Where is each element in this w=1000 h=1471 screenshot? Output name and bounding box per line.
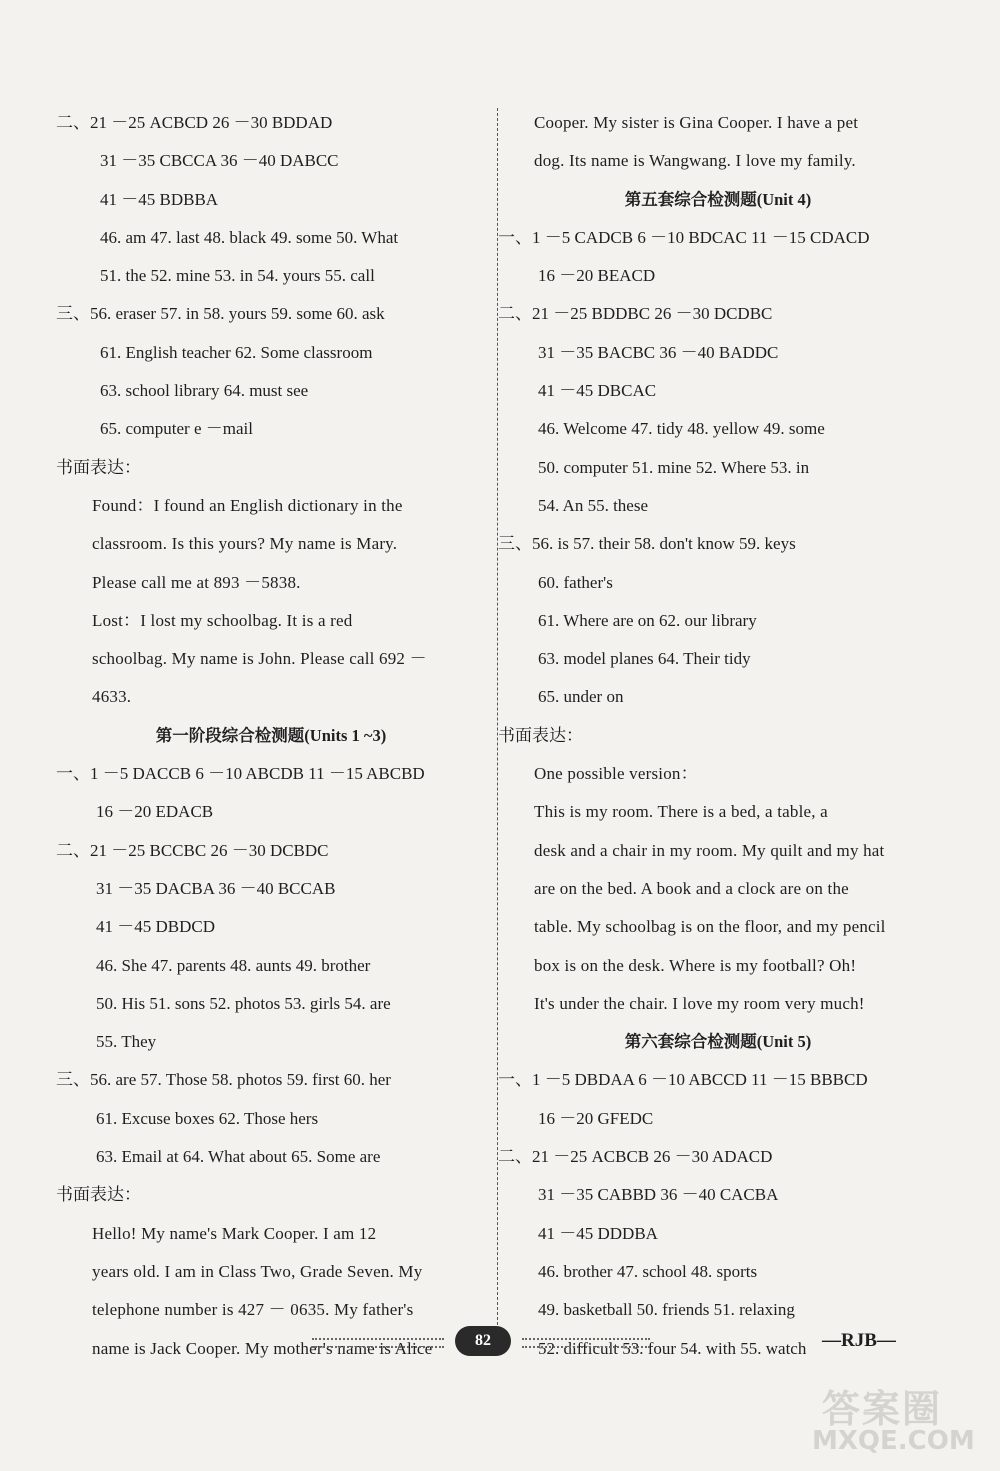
footer-ornament-left [312, 1338, 444, 1348]
page-number: 82 [455, 1326, 511, 1356]
left-answer-line: 三、56. eraser 57. in 58. yours 59. some 60. ask [56, 304, 385, 324]
right-answer-line: 二、21 －25 BDDBC 26 －30 DCDBC [498, 304, 773, 324]
left-answer-line: 一、1 －5 DACCB 6 －10 ABCDB 11 －15 ABCBD [56, 764, 425, 784]
left-column [56, 104, 486, 1368]
right-answer-line: 41 －45 DBCAC [538, 381, 657, 401]
left-answer-line: 63. school library 64. must see [100, 381, 309, 401]
left-answer-line: 31 －35 DACBA 36 －40 BCCAB [96, 878, 336, 898]
left-answer-line: 46. She 47. parents 48. aunts 49. brother [96, 955, 371, 975]
right-answer-line: 16 －20 BEACD [538, 266, 656, 286]
right-answer-line: 一、1 －5 DBDAA 6 －10 ABCCD 11 －15 BBBCD [498, 1070, 868, 1090]
watermark-text-top: 答案圈 [822, 1387, 943, 1431]
left-answer-line: 50. His 51. sons 52. photos 53. girls 54. are [96, 993, 391, 1013]
right-answer-line: 46. Welcome 47. tidy 48. yellow 49. some [538, 419, 825, 439]
left-answer-line: 55. They [96, 1032, 157, 1052]
right-answer-line: 31 －35 BACBC 36 －40 BADDC [538, 342, 779, 362]
right-answer-line: 50. computer 51. mine 52. Where 53. in [538, 457, 810, 477]
right-answer-line: 60. father's [538, 572, 613, 592]
left-answer-line: 4633. [92, 687, 132, 707]
right-column [498, 104, 938, 1368]
right-answer-line: This is my room. There is a bed, a table, a [534, 802, 828, 822]
right-answer-line: 一、1 －5 CADCB 6 －10 BDCAC 11 －15 CDACD [498, 227, 870, 247]
right-answer-line: 61. Where are on 62. our library [538, 610, 757, 630]
left-answer-line: telephone number is 427 － 0635. My father's [92, 1300, 414, 1320]
right-answer-line: 63. model planes 64. Their tidy [538, 649, 751, 669]
right-answer-line: 65. under on [538, 687, 624, 707]
right-answer-line: box is on the desk. Where is my football? Oh! [534, 955, 857, 975]
right-answer-line: 第五套综合检测题(Unit 4) [624, 189, 812, 209]
series-label: —RJB— [822, 1330, 896, 1351]
right-answer-line: 三、56. is 57. their 58. don't know 59. keys [498, 534, 796, 554]
left-answer-line: classroom. Is this yours? My name is Mary. [92, 534, 398, 554]
right-answer-line: 52. difficult 53. four 54. with 55. watch [538, 1338, 807, 1358]
left-answer-line: Found：I found an English dictionary in the [92, 495, 403, 515]
left-answer-line: 61. English teacher 62. Some classroom [100, 342, 373, 362]
right-answer-line: 54. An 55. these [538, 495, 649, 515]
left-answer-line: 65. computer e －mail [100, 419, 253, 439]
left-answer-line: 46. am 47. last 48. black 49. some 50. What [100, 227, 399, 247]
right-answer-line: are on the bed. A book and a clock are on the [534, 878, 849, 898]
left-answer-line: 二、21 －25 ACBCD 26 －30 BDDAD [56, 113, 333, 132]
right-answer-line: dog. Its name is Wangwang. I love my family. [534, 151, 856, 171]
right-answer-line: table. My schoolbag is on the floor, and my pencil [534, 917, 886, 937]
right-answer-line: 41 －45 DDDBA [538, 1223, 658, 1243]
right-answer-line: 46. brother 47. school 48. sports [538, 1261, 758, 1281]
right-answer-line: 第六套综合检测题(Unit 5) [624, 1032, 812, 1052]
right-answer-line: desk and a chair in my room. My quilt and my hat [534, 840, 885, 860]
left-answer-line: 31 －35 CBCCA 36 －40 DABCC [100, 151, 339, 171]
left-answer-line: Hello! My name's Mark Cooper. I am 12 [92, 1223, 377, 1243]
left-answer-line: years old. I am in Class Two, Grade Seven. My [92, 1261, 423, 1281]
left-answer-line: 二、21 －25 BCCBC 26 －30 DCBDC [56, 840, 329, 860]
left-answer-line: 61. Excuse boxes 62. Those hers [96, 1108, 319, 1128]
left-answer-line: name is Jack Cooper. My mother's name is Alice [92, 1338, 433, 1358]
left-answer-line: 16 －20 EDACB [96, 802, 214, 822]
left-answer-line: schoolbag. My name is John. Please call 692 － [92, 649, 427, 669]
right-answer-line: 二、21 －25 ACBCB 26 －30 ADACD [498, 1147, 773, 1167]
right-answer-line: 书面表达： [498, 725, 583, 745]
left-answer-line: 书面表达： [56, 457, 141, 477]
left-answer-line: 63. Email at 64. What about 65. Some are [96, 1147, 381, 1167]
left-answer-line: 第一阶段综合检测题(Units 1 ~3) [155, 725, 387, 745]
left-answer-line: 41 －45 BDBBA [100, 189, 219, 209]
left-answer-line: 三、56. are 57. Those 58. photos 59. first 60. her [56, 1070, 391, 1090]
right-answer-line: One possible version： [534, 764, 698, 784]
left-answer-line: Lost：I lost my schoolbag. It is a red [92, 610, 353, 630]
right-answer-line: 49. basketball 50. friends 51. relaxing [538, 1300, 795, 1320]
left-answer-line: Please call me at 893 －5838. [92, 572, 301, 592]
left-answer-line: 书面表达： [56, 1185, 141, 1205]
right-answer-line: It's under the chair. I love my room very much! [534, 993, 865, 1013]
watermark-text-bottom: MXQE.COM [812, 1426, 975, 1456]
left-answer-line: 41 －45 DBDCD [96, 917, 216, 937]
footer-ornament-right [522, 1338, 650, 1348]
right-answer-line: 16 －20 GFEDC [538, 1108, 654, 1128]
left-answer-line: 51. the 52. mine 53. in 54. yours 55. call [100, 266, 375, 286]
right-answer-line: Cooper. My sister is Gina Cooper. I have a pet [534, 113, 859, 132]
right-answer-line: 31 －35 CABBD 36 －40 CACBA [538, 1185, 779, 1205]
watermark-logo [812, 1378, 992, 1458]
